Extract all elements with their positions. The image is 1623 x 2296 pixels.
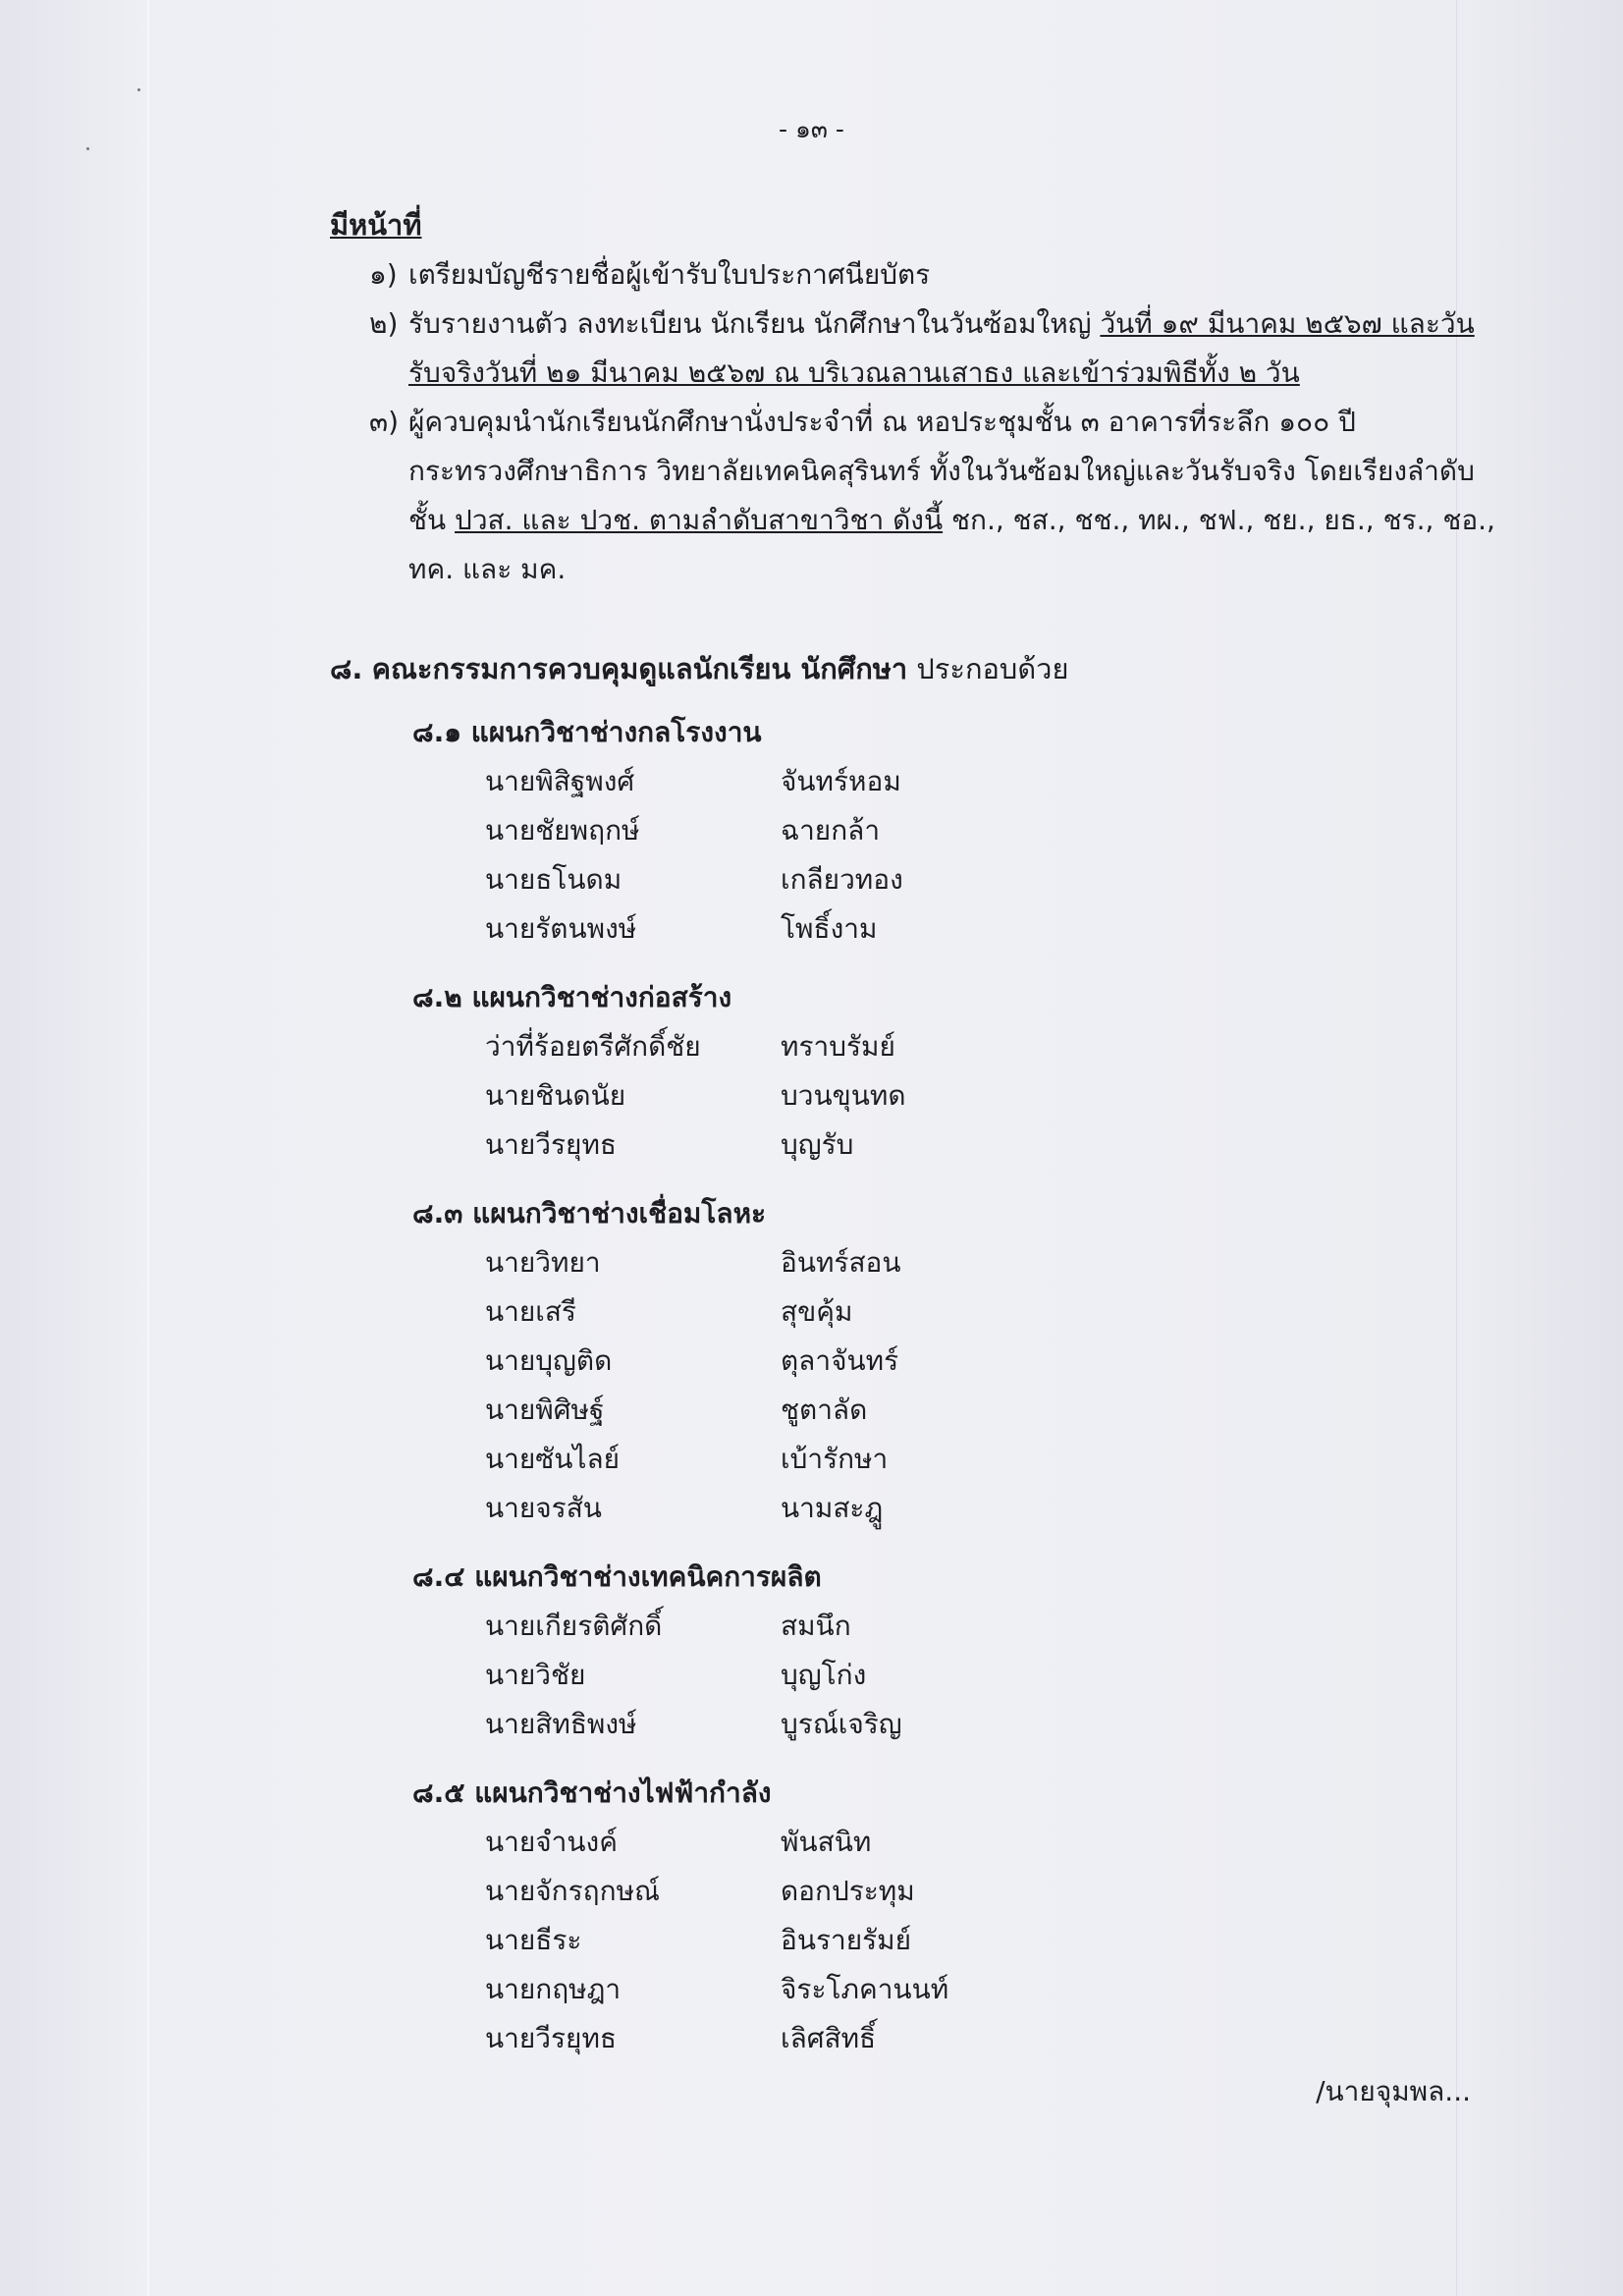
- member-first-name: ว่าที่ร้อยตรีศักดิ์ชัย: [485, 1030, 701, 1063]
- duty-text-segment: ทค. และ มค.: [408, 553, 567, 585]
- member-first-name: นายจักรฤกษณ์: [485, 1875, 661, 1907]
- member-first-name: นายซันไลย์: [485, 1443, 621, 1475]
- duty-item-number: ๑): [369, 258, 398, 291]
- duty-item-line: [408, 253, 930, 297]
- subsection-number: ๘.๕: [412, 1777, 465, 1809]
- member-last-name: อินทร์สอน: [781, 1246, 901, 1279]
- duty-item-line: [408, 548, 566, 591]
- member-first-name: นายธีระ: [485, 1924, 582, 1956]
- member-last-name: ทราบรัมย์: [781, 1030, 895, 1063]
- member-last-name: สุขคุ้ม: [781, 1295, 853, 1328]
- duty-text-segment: ปวส. และ ปวช. ตามลำดับสาขาวิชา ดังนี้: [455, 504, 944, 536]
- section-8-suffix: ประกอบด้วย: [907, 652, 1069, 685]
- member-last-name: เกลียวทอง: [781, 863, 903, 896]
- duty-text-segment: ชก., ชส., ชช., ทผ., ชฟ., ชย., ยธ., ชร., ชอ.,: [943, 504, 1495, 536]
- member-last-name: ชูตาลัด: [781, 1394, 868, 1426]
- duty-item-number: ๓): [369, 406, 400, 438]
- member-first-name: นายเกียรติศักดิ์: [485, 1610, 663, 1642]
- member-first-name: นายธโนดม: [485, 863, 622, 896]
- subsection-title: แผนกวิชาช่างเชื่อมโลหะ: [472, 1197, 767, 1230]
- duty-text-segment: ผู้ควบคุมนำนักเรียนนักศึกษานั่งประจำที่ ณ หอประชุมชั้น ๓ อาคารที่ระลึก ๑๐๐ ปี: [408, 406, 1356, 438]
- member-last-name: จิระโภคานนท์: [781, 1973, 949, 2005]
- member-last-name: บุญโก่ง: [781, 1659, 867, 1691]
- section-8-number: ๘.: [330, 652, 363, 685]
- subsection-heading: [412, 1192, 766, 1235]
- duty-item-number: ๒): [369, 307, 399, 340]
- duty-text-segment: ชั้น: [408, 504, 456, 536]
- subsection-number: ๘.๓: [412, 1197, 463, 1230]
- member-first-name: นายชัยพฤกษ์: [485, 814, 640, 847]
- member-last-name: สมนึก: [781, 1610, 851, 1642]
- duty-item-line: [408, 302, 1475, 346]
- duty-text-segment: รับรายงานตัว ลงทะเบียน นักเรียน นักศึกษาในวันซ้อมใหญ่: [408, 307, 1101, 340]
- member-first-name: นายจำนงค์: [485, 1826, 618, 1858]
- member-first-name: นายวิทยา: [485, 1246, 601, 1279]
- member-last-name: อินรายรัมย์: [781, 1924, 912, 1956]
- member-first-name: นายพิศิษฐ์: [485, 1394, 605, 1426]
- member-first-name: นายเสรี: [485, 1295, 576, 1328]
- subsection-number: ๘.๔: [412, 1560, 465, 1593]
- subsection-heading: [412, 1556, 822, 1599]
- member-last-name: จันทร์หอม: [781, 765, 901, 797]
- subsection-title: แผนกวิชาช่างไฟฟ้ากำลัง: [474, 1777, 772, 1809]
- subsection-heading: [412, 976, 731, 1019]
- duty-text-segment: กระทรวงศึกษาธิการ วิทยาลัยเทคนิคสุรินทร์ ทั้งในวันซ้อมใหญ่และวันรับจริง โดยเรียงลำดับ: [408, 455, 1475, 487]
- member-first-name: นายจรสัน: [485, 1492, 602, 1524]
- duty-item-line: [408, 499, 1495, 542]
- member-first-name: นายวีรยุทธ: [485, 1128, 617, 1161]
- member-last-name: บวนขุนทด: [781, 1079, 906, 1112]
- member-last-name: โพธิ์งาม: [781, 912, 878, 945]
- duties-heading: มีหน้าที่: [330, 208, 422, 242]
- subsection-title: แผนกวิชาช่างเทคนิคการผลิต: [474, 1560, 822, 1593]
- section-8-title: คณะกรรมการควบคุมดูแลนักเรียน นักศึกษา: [371, 652, 908, 685]
- duty-item-line: [408, 450, 1475, 493]
- subsection-title: แผนกวิชาช่างกลโรงงาน: [470, 716, 762, 748]
- member-last-name: นามสะฎู: [781, 1492, 884, 1524]
- member-first-name: นายชินดนัย: [485, 1079, 626, 1112]
- subsection-number: ๘.๑: [412, 716, 462, 748]
- member-first-name: นายบุญติด: [485, 1344, 613, 1377]
- member-last-name: พันสนิท: [781, 1826, 872, 1858]
- member-last-name: ฉายกล้า: [781, 814, 881, 847]
- subsection-title: แผนกวิชาช่างก่อสร้าง: [471, 981, 732, 1013]
- duty-text-segment: วันที่ ๑๙ มีนาคม ๒๕๖๗ และวัน: [1100, 307, 1475, 340]
- member-first-name: นายวิชัย: [485, 1659, 586, 1691]
- member-last-name: บูรณ์เจริญ: [781, 1708, 902, 1740]
- page-number: - ๑๓ -: [779, 115, 844, 143]
- subsection-heading: [412, 1772, 772, 1815]
- member-last-name: บุญรับ: [781, 1128, 854, 1161]
- member-first-name: นายรัตนพงษ์: [485, 912, 637, 945]
- member-first-name: นายวีรยุทธ: [485, 2022, 617, 2054]
- member-last-name: เลิศสิทธิ์: [781, 2022, 877, 2054]
- member-first-name: นายสิทธิพงษ์: [485, 1708, 637, 1740]
- scan-speck: [137, 88, 140, 91]
- duty-item-line: [408, 352, 1300, 395]
- subsection-heading: [412, 711, 762, 754]
- duty-text-segment: รับจริงวันที่ ๒๑ มีนาคม ๒๕๖๗ ณ บริเวณลานเสาธง และเข้าร่วมพิธีทั้ง ๒ วัน: [408, 356, 1300, 389]
- scan-edge-line: [147, 0, 149, 2296]
- subsection-number: ๘.๒: [412, 981, 462, 1013]
- member-last-name: เบ้ารักษา: [781, 1443, 889, 1475]
- member-last-name: ดอกประทุม: [781, 1875, 915, 1907]
- member-first-name: นายพิสิฐพงศ์: [485, 765, 635, 797]
- continuation-text: /นายจุมพล...: [1316, 2075, 1471, 2107]
- section-8-heading: [330, 646, 1068, 691]
- member-last-name: ตุลาจันทร์: [781, 1344, 899, 1377]
- member-first-name: นายกฤษฎา: [485, 1973, 622, 2005]
- duty-text-segment: เตรียมบัญชีรายชื่อผู้เข้ารับใบประกาศนียบัตร: [408, 258, 931, 291]
- duty-item-line: [408, 401, 1356, 444]
